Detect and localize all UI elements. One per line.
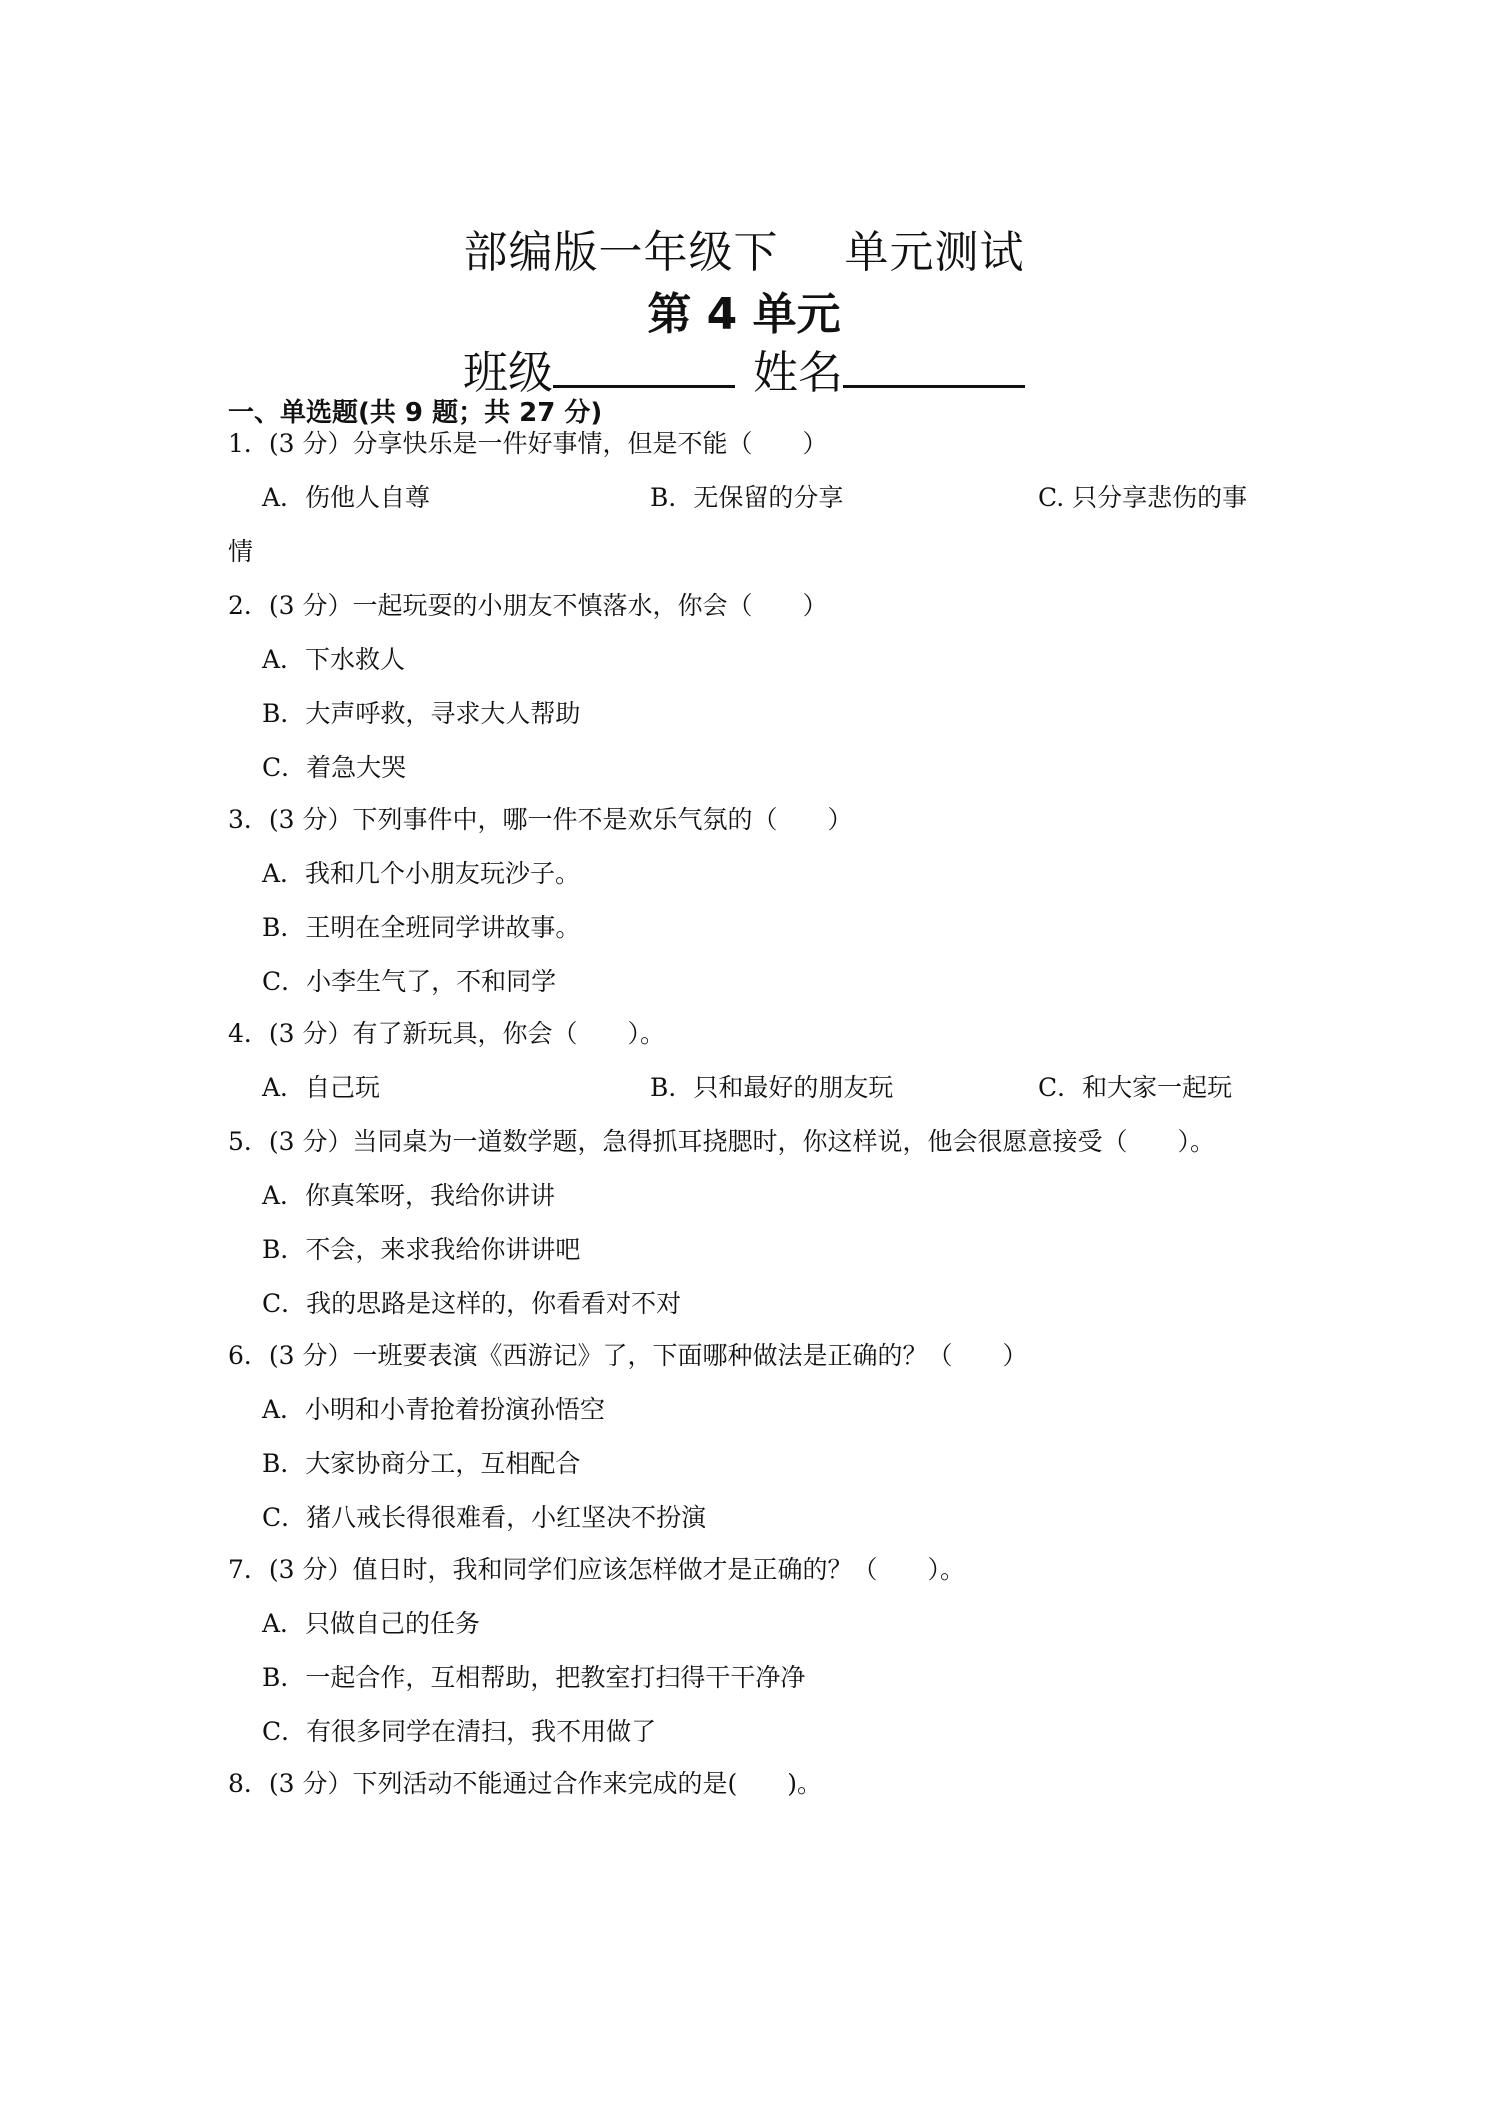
unit-title: 第 4 单元: [647, 289, 841, 340]
question-stem: 4．(3 分）有了新玩具，你会（ ）。: [228, 1019, 666, 1048]
question-stem: 3．(3 分）下列事件中，哪一件不是欢乐气氛的（ ）: [228, 805, 853, 834]
option-a[interactable]: A．伤他人自尊: [262, 483, 431, 512]
option-a[interactable]: A．小明和小青抢着扮演孙悟空: [262, 1395, 606, 1424]
title-test: 单元测试: [844, 227, 1025, 278]
class-blank[interactable]: [553, 343, 735, 388]
option-b[interactable]: B．无保留的分享: [650, 483, 844, 512]
option-c[interactable]: C．小李生气了，不和同学: [262, 967, 557, 996]
option-a[interactable]: A．下水救人: [262, 645, 406, 674]
option-c[interactable]: C．猪八戒长得很难看，小红坚决不扮演: [262, 1503, 707, 1532]
question-stem: 6．(3 分）一班要表演《西游记》了，下面哪种做法是正确的？（ ）: [228, 1341, 1028, 1370]
option-a[interactable]: A．只做自己的任务: [262, 1609, 481, 1638]
question-stem: 8．(3 分）下列活动不能通过合作来完成的是( )。: [228, 1769, 823, 1798]
option-c[interactable]: C．和大家一起玩: [1038, 1073, 1233, 1102]
option-b[interactable]: B．一起合作，互相帮助，把教室打扫得干干净净: [262, 1663, 806, 1692]
option-c[interactable]: C．有很多同学在清扫，我不用做了: [262, 1717, 657, 1746]
option-b[interactable]: B．大家协商分工，互相配合: [262, 1449, 581, 1478]
option-b[interactable]: B．不会，来求我给你讲讲吧: [262, 1235, 581, 1264]
option-a[interactable]: A．你真笨呀，我给你讲讲: [262, 1181, 556, 1210]
class-label: 班级: [462, 346, 553, 399]
exam-title: [0, 216, 1488, 280]
question-stem: 2．(3 分）一起玩耍的小朋友不慎落水，你会（ ）: [228, 591, 828, 620]
question-stem: 1．(3 分）分享快乐是一件好事情，但是不能（ ）: [228, 429, 828, 458]
option-wrap-text: 情: [228, 537, 254, 566]
option-b[interactable]: B．王明在全班同学讲故事。: [262, 913, 581, 942]
section-heading: 一、单选题(共 9 题；共 27 分): [228, 398, 603, 428]
option-c[interactable]: C．我的思路是这样的，你看看对不对: [262, 1289, 682, 1318]
question-stem: 7．(3 分）值日时，我和同学们应该怎样做才是正确的？（ ）。: [228, 1555, 966, 1584]
question-stem: 5．(3 分）当同桌为一道数学题，急得抓耳挠腮时，你这样说，他会很愿意接受（ ）。: [228, 1127, 1216, 1156]
name-blank[interactable]: [843, 343, 1025, 388]
student-info: [0, 336, 1488, 401]
option-c[interactable]: C. 只分享悲伤的事: [1038, 483, 1248, 512]
name-label: 姓名: [753, 346, 844, 399]
option-b[interactable]: B．只和最好的朋友玩: [650, 1073, 894, 1102]
title-grade: 部编版一年级下: [463, 227, 779, 278]
option-b[interactable]: B．大声呼救，寻求大人帮助: [262, 699, 581, 728]
option-a[interactable]: A．我和几个小朋友玩沙子。: [262, 859, 581, 888]
option-a[interactable]: A．自己玩: [262, 1073, 381, 1102]
option-c[interactable]: C．着急大哭: [262, 753, 407, 782]
